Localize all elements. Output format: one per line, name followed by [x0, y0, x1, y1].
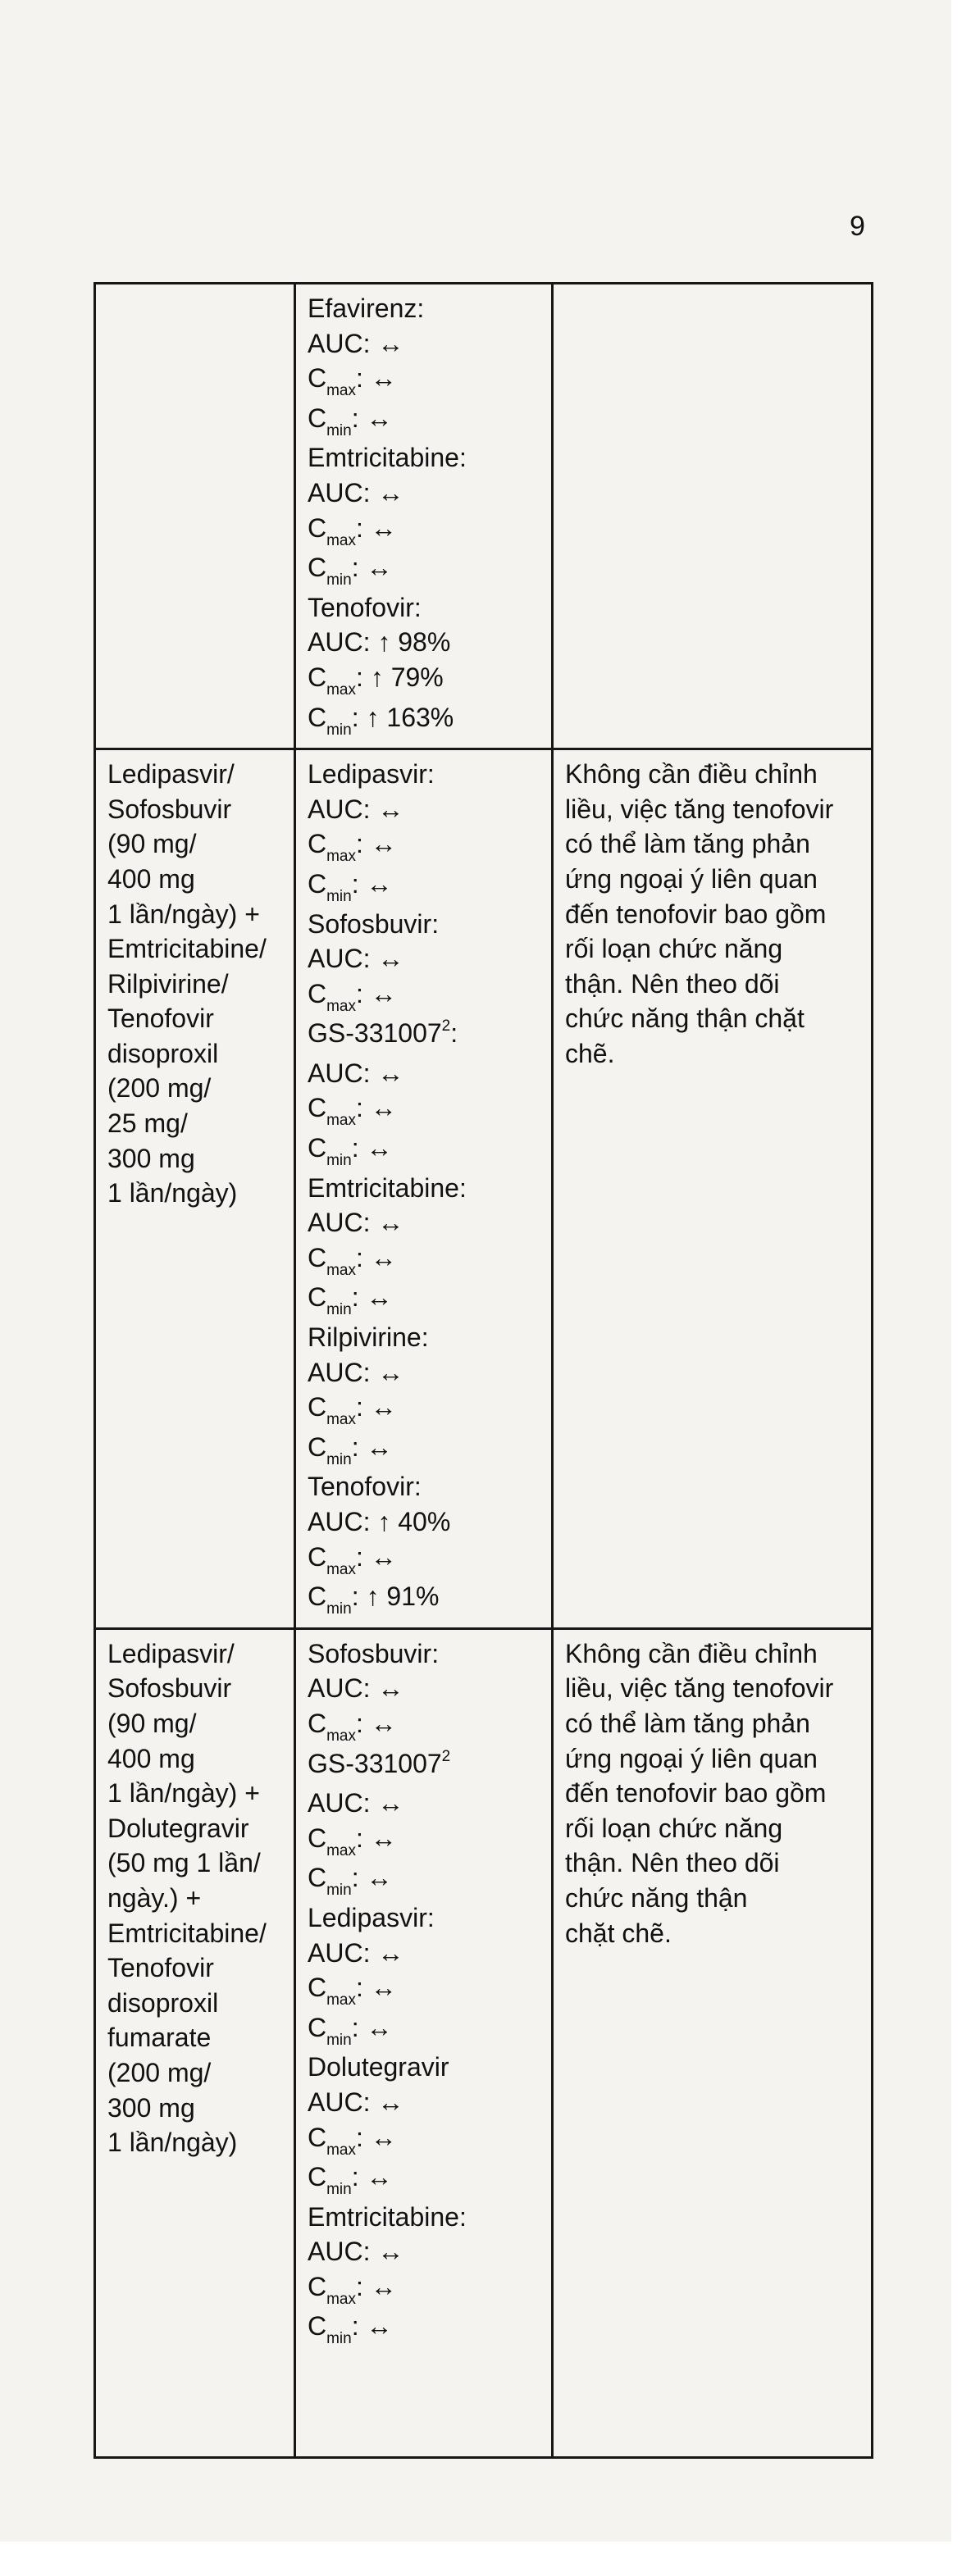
pk-parameter-subscript: max: [326, 1841, 357, 1859]
recommendation-cell: [553, 749, 873, 1629]
pk-parameter: [308, 1821, 541, 1861]
pk-parameter-name: AUC: [308, 328, 363, 358]
pk-parameter-change: : ↔: [356, 978, 397, 1008]
pk-parameter-change: : ↔: [351, 2311, 393, 2342]
page-number: 9: [850, 211, 865, 242]
pk-parameter-change: : ↔: [362, 328, 404, 358]
drug-effect-heading: Sofosbuvir:: [308, 908, 440, 939]
pk-parameter-subscript: max: [326, 1991, 357, 2009]
pk-parameter-change: : ↔: [351, 2012, 393, 2042]
drug-effect-heading: Ledipasvir:: [308, 759, 435, 790]
pk-parameter-subscript: min: [326, 1600, 352, 1618]
pk-parameter-change: : ↔: [362, 2087, 404, 2117]
drug-effect-heading: Efavirenz:: [308, 294, 425, 323]
pk-parameter-name: C: [308, 1133, 327, 1163]
pk-parameter: [308, 826, 541, 867]
pk-parameter-name: AUC: [308, 1937, 363, 1968]
pk-parameter-subscript: max: [326, 1261, 357, 1279]
drug-name-line: Rilpivirine/: [107, 968, 229, 999]
pk-parameter-change: : ↔: [356, 1242, 397, 1272]
pk-parameter-change: : ↔: [362, 1208, 404, 1238]
pk-parameter: [308, 2085, 541, 2120]
pk-parameter: [308, 976, 541, 1017]
drug-name-line: disoproxil: [107, 1038, 219, 1068]
table-row: [95, 1628, 873, 2457]
drug-interaction-table: [93, 282, 873, 2459]
footnote-marker: 2: [441, 1017, 451, 1035]
metabolite-colon: :: [450, 1018, 458, 1049]
pk-parameter: [308, 2010, 541, 2050]
recommendation-line: chức năng thận: [565, 1882, 748, 1913]
pk-parameter-subscript: min: [326, 1450, 352, 1468]
pk-parameter: [308, 1205, 541, 1240]
pk-parameter-subscript: min: [326, 2330, 352, 2348]
pk-parameter-change: : ↔: [356, 363, 397, 394]
pk-parameter-name: C: [308, 702, 327, 732]
pk-parameter: [308, 550, 541, 590]
recommendation-line: có thể làm tăng phản: [565, 829, 810, 859]
pk-parameter-change: : ↔: [356, 829, 397, 859]
effect-cell: [295, 749, 553, 1629]
pk-parameter: [308, 1090, 541, 1131]
pk-parameter-subscript: min: [326, 887, 352, 905]
pk-parameter-name: C: [308, 1582, 327, 1612]
drug-name-line: 400 mg: [107, 1743, 195, 1773]
drug-name-line: (50 mg 1 lần/: [107, 1848, 261, 1878]
drug-name-line: (90 mg/: [107, 1708, 197, 1738]
pk-parameter-subscript: max: [326, 382, 357, 400]
pk-parameter-subscript: min: [326, 571, 352, 589]
pk-parameter-name: C: [308, 553, 327, 583]
pk-parameter-name: C: [308, 1242, 327, 1272]
drug-name-line: Emtricitabine/: [107, 934, 267, 964]
pk-parameter: [308, 1706, 541, 1746]
recommendation-line: chức năng thận chặt: [565, 1004, 805, 1034]
pk-parameter-change: : ↔: [351, 403, 393, 433]
drug-effect-heading: Ledipasvir:: [308, 1902, 435, 1932]
pk-parameter: [308, 476, 541, 511]
drug-name-line: (90 mg/: [107, 829, 197, 859]
drug-name-line: 400 mg: [107, 863, 195, 894]
pk-parameter-change: : ↔: [362, 1673, 404, 1704]
pk-parameter-change: : ↔: [351, 553, 393, 583]
pk-parameter-subscript: min: [326, 2181, 352, 2199]
pk-parameter-change: : ↔: [356, 1093, 397, 1123]
pk-parameter: [308, 2309, 541, 2349]
pk-parameter-name: AUC: [308, 1357, 363, 1387]
pk-parameter-change: : ↔: [362, 1357, 404, 1387]
pk-parameter-name: C: [308, 1863, 327, 1893]
recommendation-line: rối loạn chức năng: [565, 934, 783, 964]
pk-parameter-change: : ↔: [356, 2122, 397, 2152]
pk-parameter-name: C: [308, 978, 327, 1008]
pk-parameter-change: : ↔: [351, 1431, 393, 1462]
pk-parameter-subscript: min: [326, 1882, 352, 1900]
pk-parameter: [308, 2269, 541, 2310]
pk-parameter-change: : ↔: [351, 1133, 393, 1163]
recommendation-line: chẽ.: [565, 1038, 615, 1068]
pk-parameter-name: AUC: [308, 1208, 363, 1238]
pk-parameter-change: : ↔: [351, 1863, 393, 1893]
pk-parameter-change: : ↔: [356, 1541, 397, 1572]
drug-effect-heading: Dolutegravir: [308, 2052, 449, 2082]
pk-parameter-name: C: [308, 1431, 327, 1462]
recommendation-line: thận. Nên theo dõi: [565, 968, 780, 999]
pk-parameter-change: : ↔: [356, 1708, 397, 1738]
pk-parameter-name: C: [308, 2162, 327, 2192]
pk-parameter-name: C: [308, 2271, 327, 2301]
pk-parameter-change: : ↔: [362, 477, 404, 507]
pk-parameter-change: : ↔: [356, 1392, 397, 1422]
drug-effect-heading: Sofosbuvir:: [308, 1638, 440, 1668]
effect-cell: [295, 1628, 553, 2457]
metabolite-heading: [308, 1746, 541, 1786]
recommendation-line: chặt chẽ.: [565, 1918, 672, 1948]
pk-parameter: [308, 1280, 541, 1320]
drug-name-line: 1 lần/ngày): [107, 2128, 238, 2158]
pk-parameter: [308, 867, 541, 907]
table-row: [95, 284, 873, 749]
pk-parameter-subscript: max: [326, 1727, 357, 1745]
drug-name-line: Tenofovir: [107, 1004, 214, 1034]
pk-parameter: [308, 2160, 541, 2200]
drug-name-line: Sofosbuvir: [107, 1673, 232, 1704]
pk-parameter: [308, 1786, 541, 1821]
pk-parameter-name: C: [308, 2311, 327, 2342]
pk-parameter: [308, 2120, 541, 2160]
recommendation-cell: [553, 1628, 873, 2457]
drug-name-line: disoproxil: [107, 1987, 219, 2018]
drug-effect-heading: Emtricitabine:: [308, 1172, 467, 1203]
pk-parameter: [308, 1131, 541, 1171]
pk-parameter-subscript: max: [326, 2141, 357, 2159]
pk-parameter-name: C: [308, 363, 327, 394]
pk-parameter: [308, 2234, 541, 2269]
pk-parameter-change: : ↔: [356, 1973, 397, 2003]
drug-name-line: Tenofovir: [107, 1953, 214, 1983]
pk-parameter: [308, 941, 541, 976]
pk-parameter-change: : ↔: [362, 2237, 404, 2267]
recommendation-line: rối loạn chức năng: [565, 1813, 783, 1843]
pk-parameter-change: : ↑ 98%: [362, 627, 451, 658]
pk-parameter-name: C: [308, 662, 327, 692]
pk-parameter-subscript: min: [326, 2031, 352, 2049]
drug-effect-heading: Emtricitabine:: [308, 443, 467, 473]
drug-cell: [95, 749, 295, 1629]
pk-parameter-name: C: [308, 403, 327, 433]
pk-parameter-change: : ↔: [356, 1823, 397, 1853]
recommendation-cell: [553, 284, 873, 749]
pk-parameter-change: : ↑ 163%: [351, 702, 454, 732]
pk-parameter-change: : ↔: [356, 512, 397, 543]
pk-parameter: [308, 1671, 541, 1706]
pk-parameter-change: : ↔: [351, 1282, 393, 1313]
drug-effect-heading: Tenofovir:: [308, 592, 422, 622]
pk-parameter-change: : ↔: [356, 2271, 397, 2301]
pk-parameter: [308, 326, 541, 362]
pk-parameter: [308, 1056, 541, 1091]
metabolite-heading: [308, 1016, 541, 1056]
drug-cell: [95, 1628, 295, 2457]
pk-parameter-name: C: [308, 1973, 327, 2003]
pk-parameter: [308, 401, 541, 441]
pk-parameter-name: C: [308, 1823, 327, 1853]
metabolite-name: GS-331007: [308, 1748, 442, 1778]
footnote-marker: 2: [441, 1747, 451, 1765]
pk-parameter: [308, 792, 541, 827]
pk-parameter-name: AUC: [308, 2237, 363, 2267]
pk-parameter-subscript: max: [326, 1411, 357, 1429]
pk-parameter: [308, 625, 541, 660]
drug-name-line: 1 lần/ngày) +: [107, 899, 260, 929]
pk-parameter-name: AUC: [308, 1788, 363, 1818]
pk-parameter-name: AUC: [308, 794, 363, 824]
drug-effect-heading: Tenofovir:: [308, 1472, 422, 1502]
pk-parameter-name: C: [308, 2012, 327, 2042]
recommendation-line: đến tenofovir bao gồm: [565, 899, 827, 929]
pk-parameter: [308, 511, 541, 551]
drug-cell: [95, 284, 295, 749]
pk-parameter-name: C: [308, 1093, 327, 1123]
pk-parameter-name: AUC: [308, 1673, 363, 1704]
pk-parameter: [308, 1390, 541, 1430]
recommendation-line: liều, việc tăng tenofovir: [565, 794, 834, 824]
drug-name-line: 1 lần/ngày): [107, 1178, 238, 1208]
pk-parameter-name: AUC: [308, 477, 363, 507]
pk-parameter-name: C: [308, 1392, 327, 1422]
recommendation-line: đến tenofovir bao gồm: [565, 1778, 827, 1809]
pk-parameter-name: AUC: [308, 2087, 363, 2117]
pk-parameter-change: : ↔: [362, 1058, 404, 1088]
drug-name-line: ngày.) +: [107, 1882, 202, 1913]
pk-parameter-subscript: min: [326, 1301, 352, 1319]
drug-name-line: 25 mg/: [107, 1108, 188, 1139]
table-row: [95, 749, 873, 1629]
pk-parameter: [308, 1540, 541, 1580]
pk-parameter-name: C: [308, 1541, 327, 1572]
effect-cell: [295, 284, 553, 749]
pk-parameter-name: C: [308, 512, 327, 543]
pk-parameter-name: C: [308, 868, 327, 899]
pk-parameter-subscript: min: [326, 721, 352, 739]
pk-parameter: [308, 1504, 541, 1540]
drug-name-line: (200 mg/: [107, 2057, 212, 2087]
pk-parameter-name: AUC: [308, 944, 363, 974]
pk-parameter: [308, 1860, 541, 1900]
recommendation-line: ứng ngoại ý liên quan: [565, 863, 818, 894]
drug-name-line: Emtricitabine/: [107, 1918, 267, 1948]
pk-parameter: [308, 660, 541, 700]
pk-parameter-subscript: max: [326, 680, 357, 699]
drug-name-line: Dolutegravir: [107, 1813, 249, 1843]
pk-parameter-name: C: [308, 1708, 327, 1738]
pk-parameter-subscript: max: [326, 531, 357, 549]
pk-parameter-change: : ↔: [362, 794, 404, 824]
drug-name-line: (200 mg/: [107, 1073, 212, 1104]
pk-parameter-name: AUC: [308, 627, 363, 658]
drug-name-line: Ledipasvir/: [107, 759, 235, 790]
pk-parameter-change: : ↑ 91%: [351, 1582, 440, 1612]
pk-parameter: [308, 1936, 541, 1971]
pk-parameter-subscript: max: [326, 1560, 357, 1578]
pk-parameter-subscript: min: [326, 1152, 352, 1170]
pk-parameter-subscript: max: [326, 1112, 357, 1130]
pk-parameter-change: : ↔: [362, 1788, 404, 1818]
drug-effect-heading: Rilpivirine:: [308, 1322, 429, 1353]
recommendation-line: liều, việc tăng tenofovir: [565, 1673, 834, 1704]
pk-parameter-subscript: max: [326, 997, 357, 1015]
pk-parameter-name: AUC: [308, 1058, 363, 1088]
drug-name-line: Sofosbuvir: [107, 794, 232, 824]
recommendation-line: Không cần điều chỉnh: [565, 1638, 818, 1668]
pk-parameter: [308, 361, 541, 401]
pk-parameter-subscript: max: [326, 848, 357, 866]
drug-effect-heading: Emtricitabine:: [308, 2201, 467, 2232]
pk-parameter-change: : ↑ 79%: [356, 662, 444, 692]
pk-parameter: [308, 1355, 541, 1390]
recommendation-line: ứng ngoại ý liên quan: [565, 1743, 818, 1773]
pk-parameter: [308, 1579, 541, 1619]
drug-name-line: Ledipasvir/: [107, 1638, 235, 1668]
drug-name-line: 300 mg: [107, 2092, 195, 2123]
pk-parameter-name: C: [308, 1282, 327, 1313]
recommendation-line: có thể làm tăng phản: [565, 1708, 810, 1738]
recommendation-line: thận. Nên theo dõi: [565, 1848, 780, 1878]
pk-parameter: [308, 1970, 541, 2010]
pk-parameter-change: : ↔: [362, 1937, 404, 1968]
pk-parameter-subscript: max: [326, 2290, 357, 2308]
drug-name-line: fumarate: [107, 2023, 212, 2053]
pk-parameter-name: C: [308, 829, 327, 859]
drug-name-line: 300 mg: [107, 1143, 195, 1173]
pk-parameter-subscript: min: [326, 421, 352, 439]
pk-parameter-change: : ↔: [351, 2162, 393, 2192]
recommendation-line: Không cần điều chỉnh: [565, 759, 818, 790]
metabolite-name: GS-331007: [308, 1018, 442, 1049]
pk-parameter-change: : ↔: [362, 944, 404, 974]
pk-parameter: [308, 1430, 541, 1470]
pk-parameter-change: : ↑ 40%: [362, 1507, 451, 1536]
pk-parameter: [308, 700, 541, 740]
pk-parameter-name: C: [308, 2122, 327, 2152]
pk-parameter: [308, 1240, 541, 1281]
pk-parameter-name: AUC: [308, 1507, 363, 1536]
pk-parameter-change: : ↔: [351, 868, 393, 899]
drug-name-line: 1 lần/ngày) +: [107, 1778, 260, 1809]
